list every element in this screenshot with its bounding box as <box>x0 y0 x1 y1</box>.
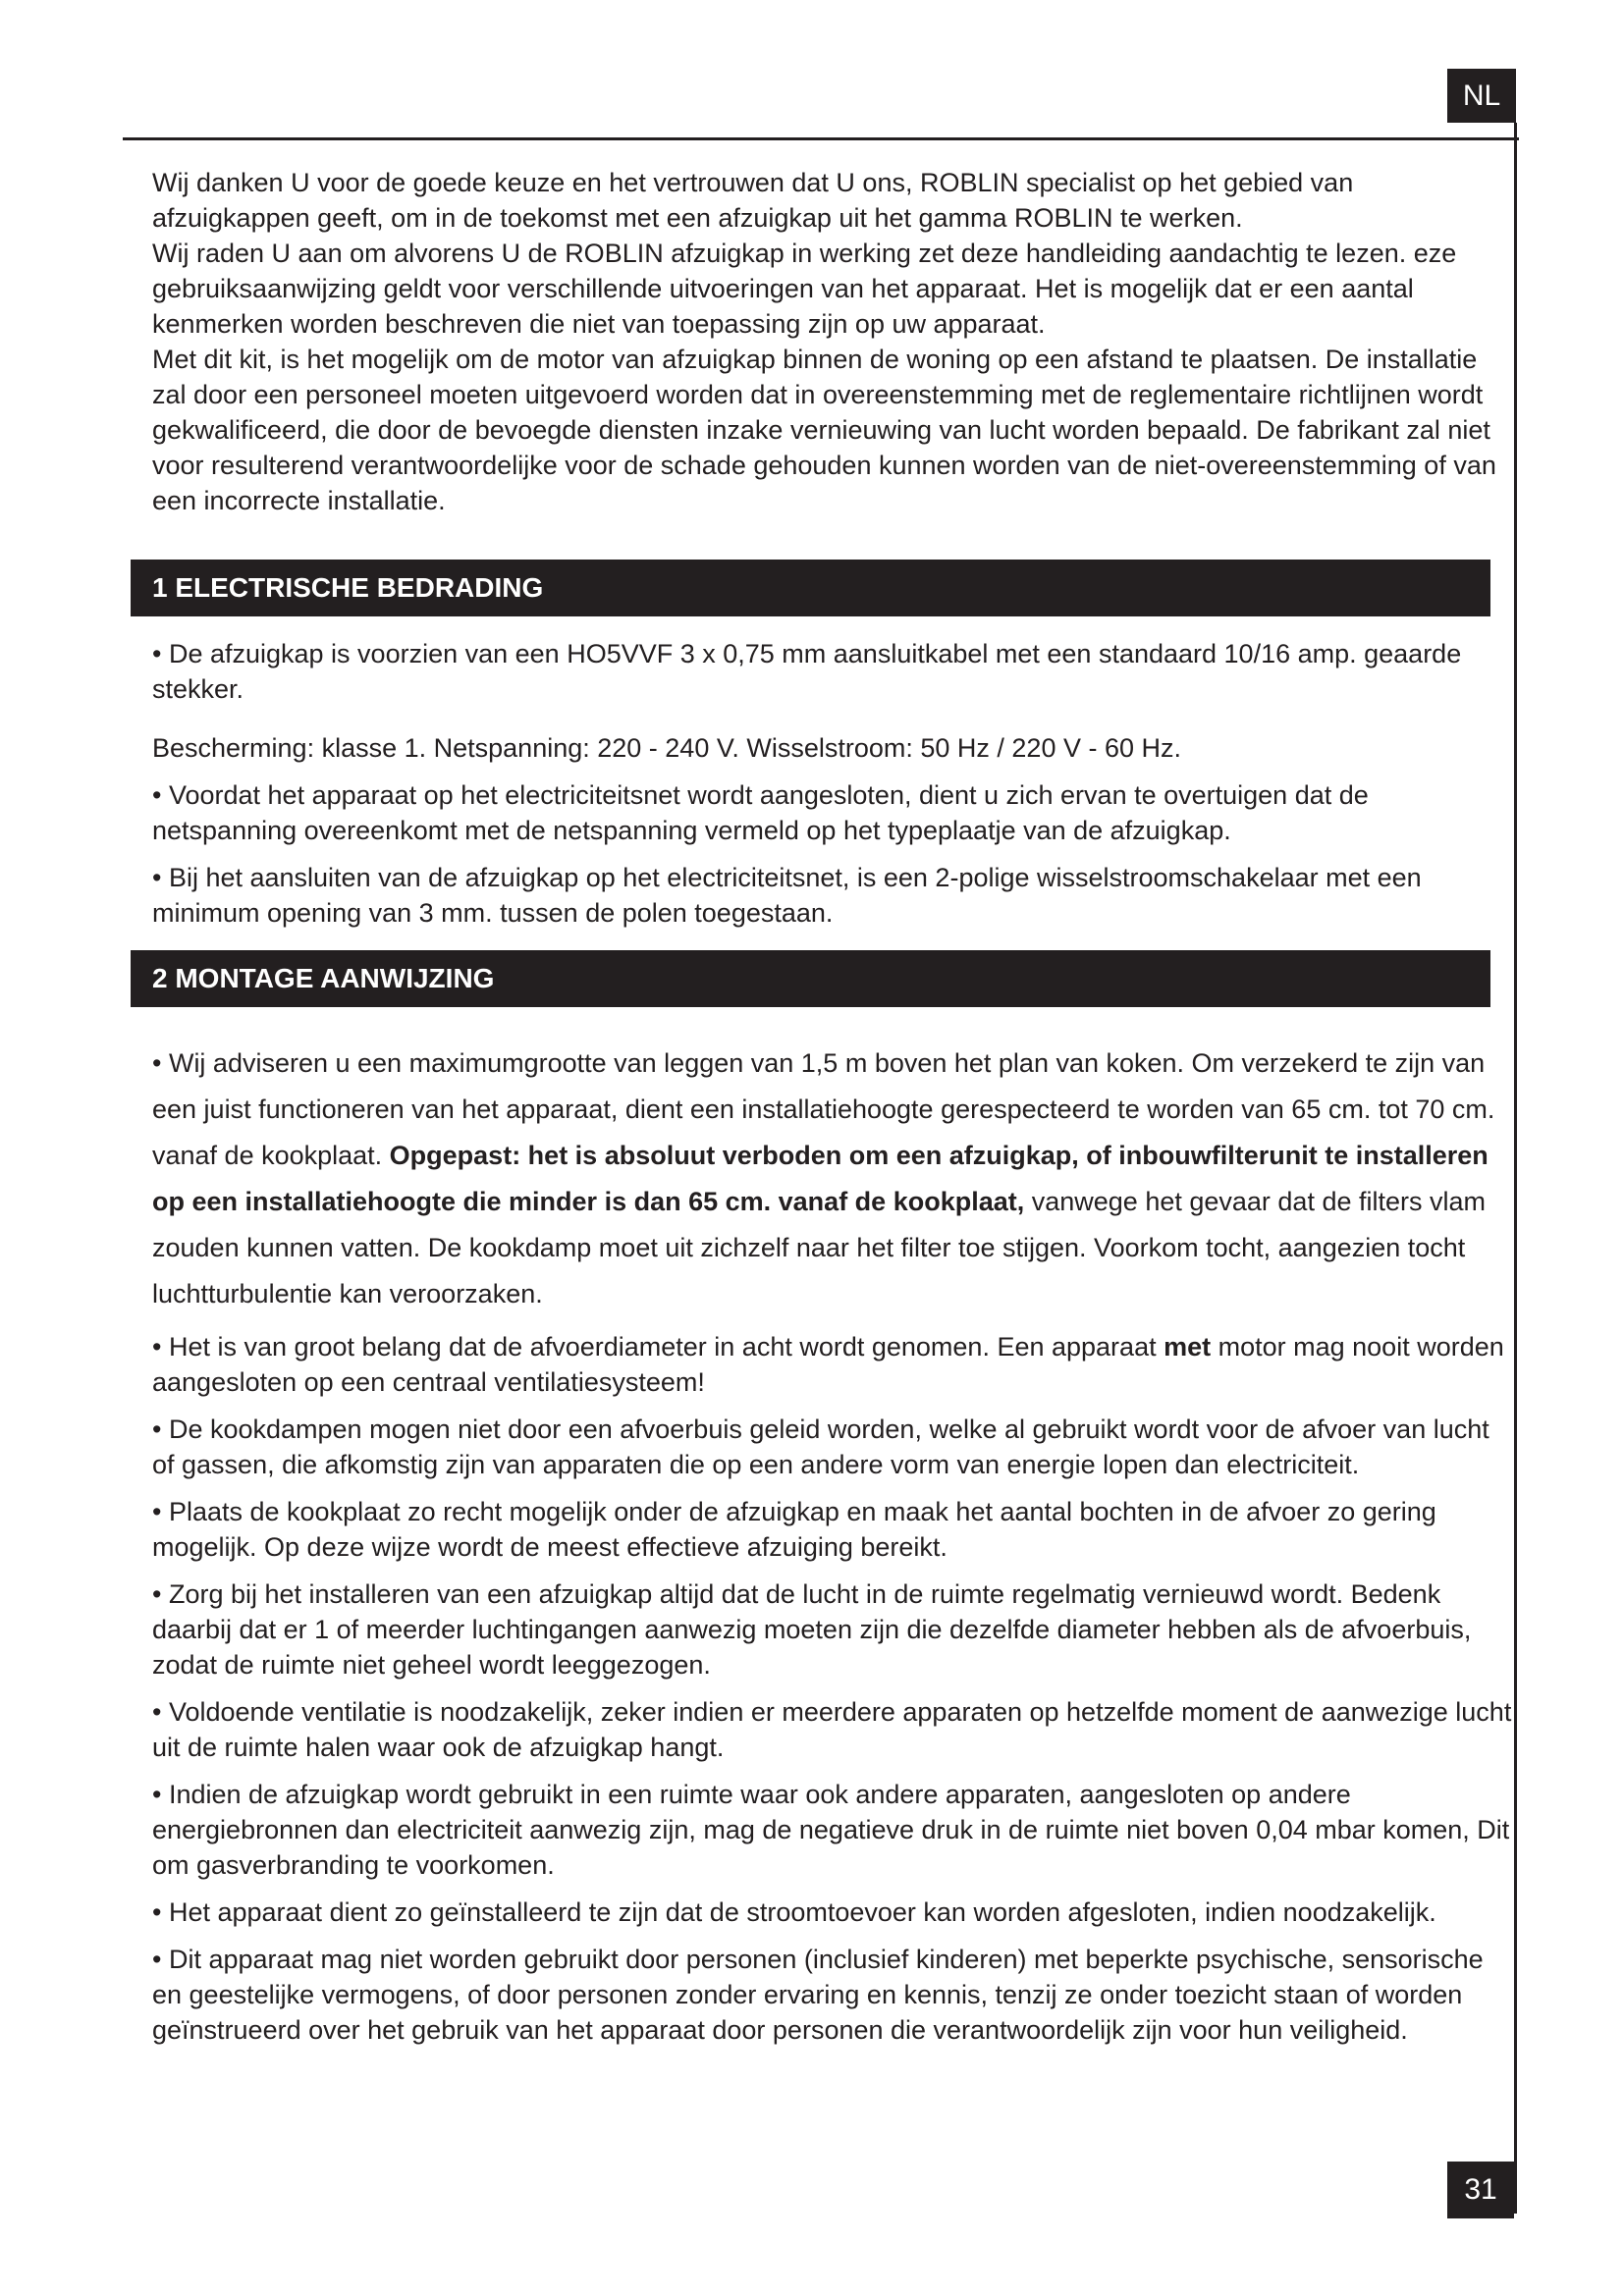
section2-bullet-3: • De kookdampen mogen niet door een afvoerbuis geleid worden, welke al gebruikt wordt voor de afvoer van lucht of gassen, die afkomstig zijn van apparaten die op een andere vorm van energie lopen dan electriciteit. <box>152 1415 1489 1479</box>
bullet-2-text-end: motor mag nooit worden aangesloten op een centraal ventilatiesysteem! <box>152 1332 1504 1397</box>
page-number: 31 <box>1447 2162 1514 2218</box>
section2-bullet-1 <box>152 1041 1512 1317</box>
section2-bullet-2 <box>152 1329 1512 1400</box>
section1-paragraph-4: • Bij het aansluiten van de afzuigkap op het electriciteitsnet, is een 2-polige wisselstroomschakelaar met een minimum opening van 3 mm. tussen de polen toegestaan. <box>152 863 1422 928</box>
section-heading-electrical-wiring: 1 ELECTRISCHE BEDRADING <box>131 560 1490 616</box>
intro <box>152 165 1512 518</box>
language-tab: NL <box>1447 69 1516 123</box>
section2-bullet-8: • Het apparaat dient zo geïnstalleerd te zijn dat de stroomtoevoer kan worden afgesloten, indien noodzakelijk. <box>152 1897 1436 1927</box>
bullet-2-emphasis: met <box>1164 1332 1212 1362</box>
section1-paragraph-1: • De afzuigkap is voorzien van een HO5VVF 3 x 0,75 mm aansluitkabel met een standaard 10/16 amp. geaarde stekker. <box>152 639 1462 704</box>
section1-paragraph-2: Bescherming: klasse 1. Netspanning: 220 - 240 V. Wisselstroom: 50 Hz / 220 V - 60 Hz. <box>152 733 1182 763</box>
section2-bullet-5: • Zorg bij het installeren van een afzuigkap altijd dat de lucht in de ruimte regelmatig vernieuwd wordt. Bedenk daarbij dat er 1 of meerder luchtingangen aanwezig moeten zijn die dezelfde diameter hebben als de afvoerbuis, zodat de ruimte niet geheel wordt leeggezogen. <box>152 1579 1472 1680</box>
section2-bullet-9: • Dit apparaat mag niet worden gebruikt door personen (inclusief kinderen) met beperkte psychische, sensorische en geestelijke vermogens, of door personen zonder ervaring en kennis, tenzij ze onder toezicht staan of worden geïnstrueerd over het gebruik van het apparaat door personen die verantwoordelijk zijn voor hun veiligheid. <box>152 1945 1484 2045</box>
bullet-1-text-end: vanwege het gevaar dat de filters vlam zouden kunnen vatten. De kookdamp moet uit zichzelf naar het filter toe stijgen. Voorkom tocht, aangezien tocht luchtturbulentie kan veroorzaken. <box>152 1187 1486 1308</box>
top-rule <box>123 137 1519 140</box>
bullet-1-text-start: • Wij adviseren u een maximumgrootte van leggen van 1,5 m boven het plan van koken. Om verzekerd te zijn van een juist functioneren van het apparaat, dient een installatiehoogte gerespecteerd te worden van 65 cm. tot 70 cm. vanaf de kookplaat. <box>152 1048 1495 1170</box>
section-heading-mounting-instructions: 2 MONTAGE AANWIJZING <box>131 950 1490 1007</box>
section2-bullet-7: • Indien de afzuigkap wordt gebruikt in een ruimte waar ook andere apparaten, aangesloten op andere energiebronnen dan electriciteit aanwezig zijn, mag de negatieve druk in de ruimte niet boven 0,04 mbar komen, Dit om gasverbranding te voorkomen. <box>152 1780 1510 1880</box>
intro-paragraph-3: Met dit kit, is het mogelijk om de motor van afzuigkap binnen de woning op een afstand te plaatsen. De installatie zal door een personeel moeten uitgevoerd worden dat in overeenstemming met de reglementaire richtlijnen wordt gekwalificeerd, die door de bevoegde diensten inzake vernieuwing van lucht worden bepaald. De fabrikant zal niet voor resulterend verantwoordelijke voor de schade gehouden kunnen worden van de niet-overeenstemming of van een incorrecte installatie. <box>152 345 1496 515</box>
section1-paragraph-3: • Voordat het apparaat op het electriciteitsnet wordt aangesloten, dient u zich ervan te overtuigen dat de netspanning overeenkomt met de netspanning vermeld op het typeplaatje van de afzuigkap. <box>152 780 1369 845</box>
page-content <box>152 165 1512 2059</box>
intro-paragraph-1: Wij danken U voor de goede keuze en het vertrouwen dat U ons, ROBLIN specialist op het gebied van afzuigkappen geeft, om in de toekomst met een afzuigkap uit het gamma ROBLIN te werken. <box>152 168 1354 233</box>
section2-bullet-6: • Voldoende ventilatie is noodzakelijk, zeker indien er meerdere apparaten op hetzelfde moment de aanwezige lucht uit de ruimte halen waar ook de afzuigkap hangt. <box>152 1697 1512 1762</box>
intro-paragraph-2: Wij raden U aan om alvorens U de ROBLIN afzuigkap in werking zet deze handleiding aandachtig te lezen. eze gebruiksaanwijzing geldt voor verschillende uitvoeringen van het apparaat. Het is mogelijk dat er een aantal kenmerken worden beschreven die niet van toepassing zijn op uw apparaat. <box>152 239 1457 339</box>
bullet-1-warning: Opgepast: het is absoluut verboden om een afzuigkap, of inbouwfilterunit te installeren op een installatiehoogte die minder is dan 65 cm. vanaf de kookplaat, <box>152 1141 1489 1216</box>
right-rule <box>1514 123 1517 2214</box>
section2-bullet-4: • Plaats de kookplaat zo recht mogelijk onder de afzuigkap en maak het aantal bochten in de afvoer zo gering mogelijk. Op deze wijze wordt de meest effectieve afzuiging bereikt. <box>152 1497 1436 1562</box>
bullet-2-text-start: • Het is van groot belang dat de afvoerdiameter in acht wordt genomen. Een apparaat <box>152 1332 1164 1362</box>
